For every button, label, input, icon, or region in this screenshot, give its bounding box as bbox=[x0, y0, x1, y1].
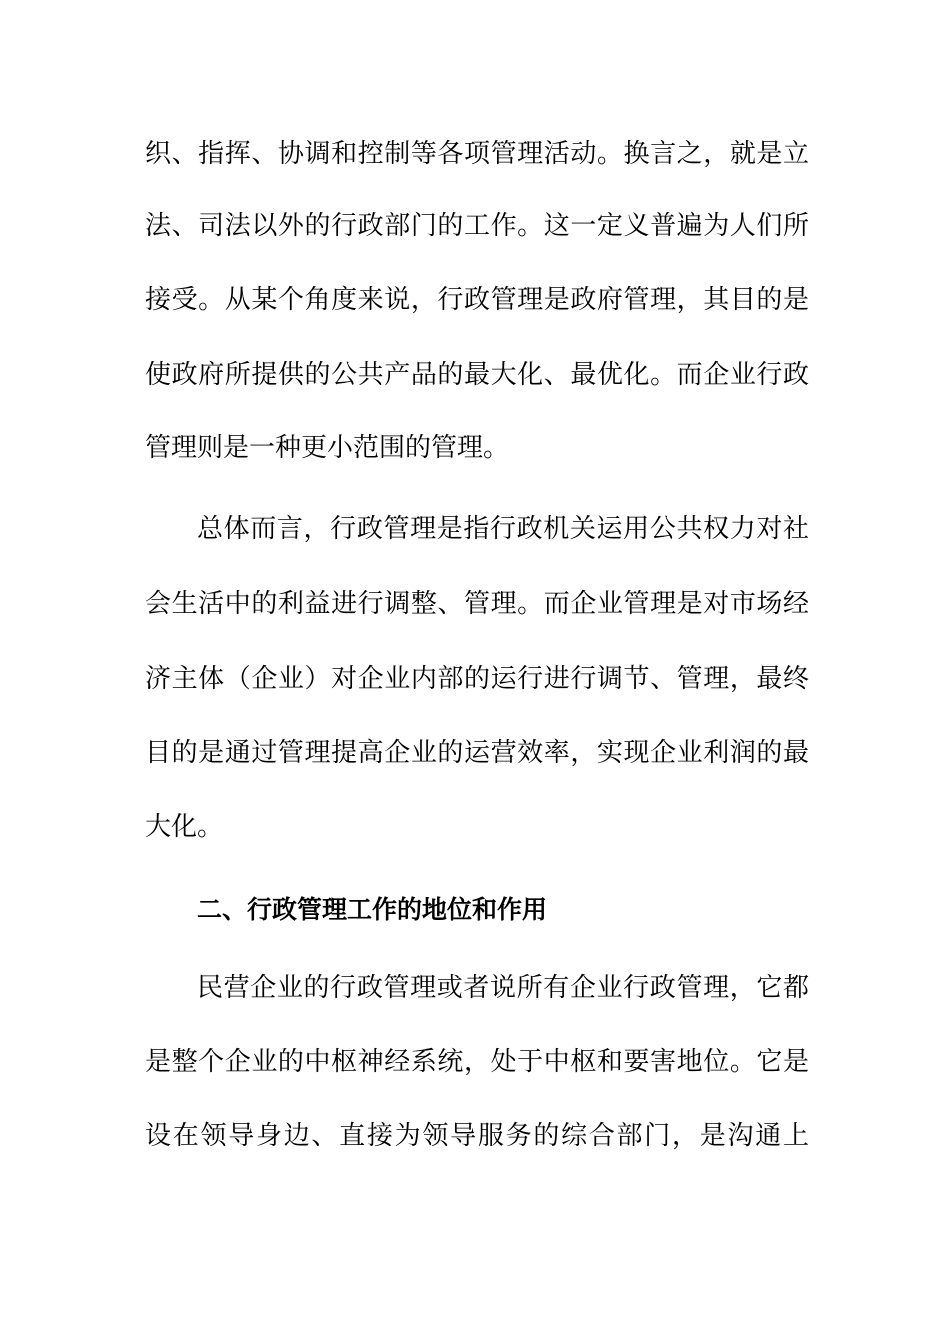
section-heading: 二、行政管理工作的地位和作用 bbox=[197, 895, 548, 924]
text-line: 济主体（企业）对企业内部的运行进行调节、管理，最终 bbox=[145, 664, 809, 694]
text-line: 使政府所提供的公共产品的最大化、最优化。而企业行政 bbox=[145, 360, 809, 390]
text-line: 织、指挥、协调和控制等各项管理活动。换言之，就是立 bbox=[145, 139, 809, 169]
text-line: 民营企业的行政管理或者说所有企业行政管理，它都 bbox=[197, 973, 809, 1003]
text-line: 管理则是一种更小范围的管理。 bbox=[145, 433, 510, 463]
text-line: 设在领导身边、直接为领导服务的综合部门，是沟通上 bbox=[145, 1121, 809, 1151]
text-line: 法、司法以外的行政部门的工作。这一定义普遍为人们所 bbox=[145, 211, 809, 241]
text-line: 是整个企业的中枢神经系统，处于中枢和要害地位。它是 bbox=[145, 1047, 809, 1077]
text-line: 总体而言，行政管理是指行政机关运用公共权力对社 bbox=[197, 514, 809, 544]
text-line: 大化。 bbox=[145, 812, 224, 842]
text-line: 会生活中的利益进行调整、管理。而企业管理是对市场经 bbox=[145, 589, 809, 619]
text-line: 目的是通过管理提高企业的运营效率，实现企业利润的最 bbox=[145, 738, 809, 768]
text-line: 接受。从某个角度来说，行政管理是政府管理，其目的是 bbox=[145, 285, 809, 315]
